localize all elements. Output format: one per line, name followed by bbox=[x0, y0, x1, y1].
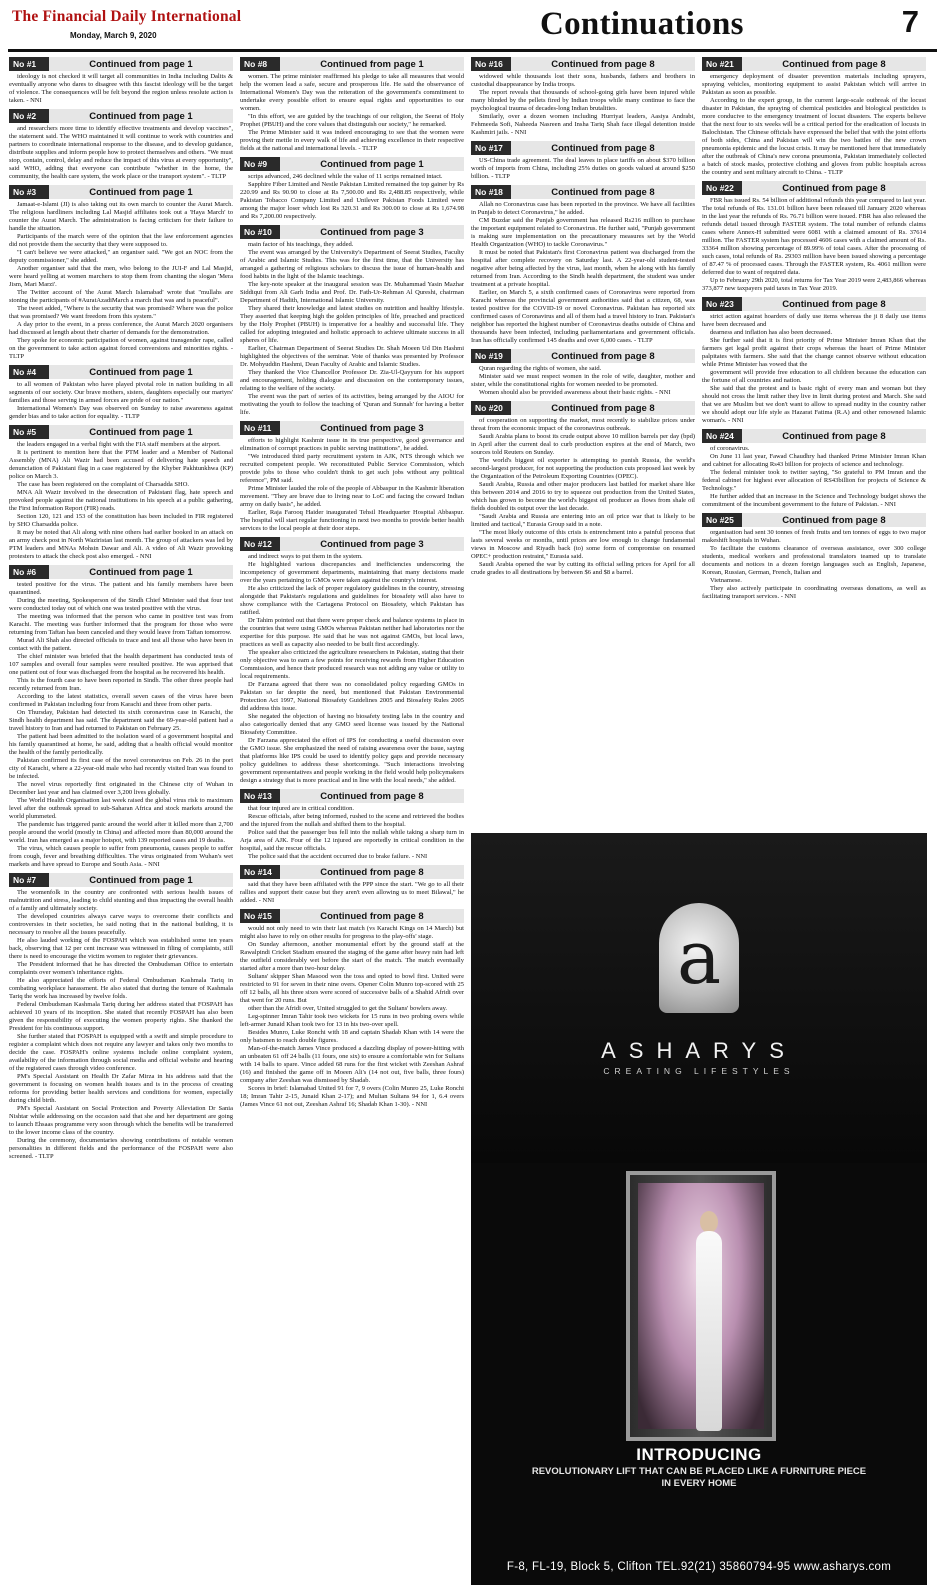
continuation-story bbox=[702, 57, 926, 177]
continuation-story bbox=[240, 57, 464, 153]
newspaper-name: The Financial Daily International bbox=[12, 8, 242, 25]
continuation-story bbox=[471, 57, 695, 137]
story-header bbox=[240, 157, 464, 171]
continuation-story bbox=[9, 425, 233, 561]
story-paragraph: "I can't believe we were attacked," an organiser said. "We got an NOC from the deputy commissioner," she added. bbox=[9, 249, 233, 264]
asharys-logo-icon bbox=[659, 903, 739, 1013]
story-body bbox=[471, 417, 695, 577]
column-3 bbox=[471, 57, 695, 827]
continuation-story bbox=[9, 109, 233, 181]
story-paragraph: Police said that the passenger bus fell into the nullah while taking a sharp turn in Arja area of AJK. Four of the 12 injured are reportedly in critical condition in the hospital, said the rescue officials. bbox=[240, 829, 464, 852]
continuation-story bbox=[702, 181, 926, 293]
story-header bbox=[471, 349, 695, 363]
story-paragraph: government will provide free education to all children because the education can the fortune of all countries and nation. bbox=[702, 369, 926, 384]
story-paragraph: According to the latest statistics, overall seven cases of the virus have been confirmed in Pakistan including four from Karachi and three from other parts. bbox=[9, 693, 233, 708]
story-paragraph: The patient had been admitted to the isolation ward of a government hospital and his family quarantined at home, he said, adding that a health official would monitor the health of the family periodically. bbox=[9, 733, 233, 756]
story-paragraph: The world's biggest oil exporter is attempting to punish Russia, the world's second-largest producer, for not supporting the production cuts proposed last week by the Organization of the Petroleum Exporting Countries (OPEC). bbox=[471, 457, 695, 480]
story-header bbox=[240, 421, 464, 435]
story-header bbox=[702, 181, 926, 195]
story-paragraph: and indirect ways to put them in the system. bbox=[248, 553, 363, 560]
story-paragraph: She further said that it is first priority of Prime Minister Imran Khan that the farmers get legal profit against their crops whereas the heart of Prime Minister palpitates with farmers. She said that the change cannot observe without education while Prime Minister has vowed that the bbox=[702, 337, 926, 368]
story-number-label: No #9 bbox=[240, 157, 280, 171]
continuation-story bbox=[471, 401, 695, 577]
story-number-label: No #12 bbox=[240, 537, 280, 551]
story-body bbox=[240, 553, 464, 785]
story-paragraph: strict action against hoarders of daily use items whereas the ji 8 daily use items have been decreased and bbox=[702, 313, 926, 328]
story-paragraph: of coronavirus. bbox=[710, 445, 750, 452]
ad-headline: INTRODUCING bbox=[636, 1445, 762, 1464]
story-number-label: No #14 bbox=[240, 865, 280, 879]
story-paragraph: to all women of Pakistan who have played pivotal role in nation building in all segments of our society. Our brave mothers, sisters, daughters especially our martyrs' families and those serving in armed forces are pride of our nation." bbox=[9, 381, 233, 404]
story-paragraph: Participants of the march were of the opinion that the law enforcement agencies did not provide them the security that they were supposed to. bbox=[9, 233, 233, 248]
story-paragraph: It may be noted that Ali along with nine others had earlier booked in an attack on an army check post in North Waziristan last month. The group of attackers was led by PTM leaders and MNAs Mohsin Dawar and Ali. A video of Ali Wazir provoking protesters to attack the check post also emerged. - NNI bbox=[9, 529, 233, 560]
story-paragraph: Jamaat-e-Islami (JI) is also taking out its own march to counter the Aurat March. The religious hardliners including Lal Masjid affiliates took out a 'Haya March' to counter the Aurat March. The administration is facing criticism for their failure to handle the situation. bbox=[9, 201, 233, 232]
ad-subline: REVOLUTIONARY LIFT THAT CAN BE PLACED LIKE A FURNITURE PIECE IN EVERY HOME bbox=[531, 1466, 867, 1489]
story-number-label: No #6 bbox=[9, 565, 49, 579]
story-header bbox=[471, 401, 695, 415]
story-paragraph: The novel virus reportedly first originated in the Chinese city of Wuhan in December last year and has claimed over 3,200 lives globally. bbox=[9, 781, 233, 796]
story-paragraph: She negated the objection of having no biosafety testing labs in the country and also categorically denied that any GMO seed license was issued by the National Biosafety Committee. bbox=[240, 713, 464, 736]
story-paragraph: The federal minister took to twitter saying, "So grateful to PM Imran and the federal cabinet for highest ever allocation of RS43billion for projects of Science & Technology." bbox=[702, 469, 926, 492]
story-paragraph: Besides Munro, Luke Ronchi with 18 and captain Shadab Khan with 14 were the only batsmen to reach double figures. bbox=[240, 1029, 464, 1044]
story-body bbox=[702, 445, 926, 509]
continued-from-label: Continued from page 8 bbox=[742, 429, 926, 443]
story-body bbox=[240, 925, 464, 1109]
story-number-label: No #23 bbox=[702, 297, 742, 311]
continued-from-label: Continued from page 1 bbox=[280, 157, 464, 171]
story-paragraph: Minister said we must respect women in the role of wife, daughter, mother and sister, while the constitutional rights for women needed to be promoted. bbox=[471, 373, 695, 388]
story-paragraph: tested positive for the virus. The patient and his family members have been quarantined. bbox=[9, 581, 233, 596]
story-paragraph: US-China trade agreement. The deal leaves in place tariffs on about $370 billion worth of imports from China, including 25% duties on goods valued at around $250 billion. - TLTP bbox=[471, 157, 695, 180]
story-number-label: No #20 bbox=[471, 401, 511, 415]
story-header bbox=[702, 513, 926, 527]
story-header bbox=[702, 297, 926, 311]
story-paragraph: "We introduced third party recruitment system in AJK, NTS through which we recruited competent people. We reconstituted Public Service Commission, which provide jobs to those who couldn't think to get such jobs without any political reference", PM said. bbox=[240, 453, 464, 484]
story-paragraph: Pakistan confirmed its first case of the novel coronavirus on Feb. 26 in the port city of Karachi, where a 22-year-old male who had recently visited Iran was found to be infected. bbox=[9, 757, 233, 780]
story-paragraph: Leg-spinner Imran Tahir took two wickets for 15 runs in two probing overs while left-armer Junaid Khan took two for 13 in his two-over spell. bbox=[240, 1013, 464, 1028]
story-paragraph: Dr Farzana appreciated the effort of IPS for conducting a useful discussion over the GMO issue. She emphasized the need of raising awareness over the issue, saying that platforms like IPS could be used to identify policy gaps and provide necessary policy guidelines to address these shortcomings. "Such interactions involving government representatives and people working in the field would help policymakers design a strategy that is more practical and in line with the local needs," she added. bbox=[240, 737, 464, 784]
continued-from-label: Continued from page 3 bbox=[280, 225, 464, 239]
story-paragraph: PM's Special Assistant on Health Dr Zafar Mirza in his address said that the government is focusing on women health issues and is in the process of creating reforms for providing better health services and conditions for women, especially during child birth. bbox=[9, 1073, 233, 1104]
story-paragraph: Earlier, Chairman Department of Seerat Studies Dr. Shah Moeen Ud Din Hashmi highlighted the objectives of the seminar. Vote of thanks was presented by Professor Dr. Mohyuddin Hashmi, Dean Faculty of Arabic and Islamic Studies. bbox=[240, 345, 464, 368]
story-paragraph: The speaker also criticized the agriculture researchers in Pakistan, stating that their only objective was to earn a few points for receiving rewards from Higher Education Commission, and hence their produced research was not adding any value or utility to local requirements. bbox=[240, 649, 464, 680]
story-number-label: No #18 bbox=[471, 185, 511, 199]
story-number-label: No #7 bbox=[9, 873, 49, 887]
story-number-label: No #10 bbox=[240, 225, 280, 239]
continuation-story bbox=[9, 185, 233, 361]
story-header bbox=[9, 425, 233, 439]
continuation-story bbox=[240, 157, 464, 221]
asharys-advertisement bbox=[471, 833, 927, 1585]
continued-from-label: Continued from page 8 bbox=[742, 513, 926, 527]
story-paragraph: Earlier, Raja Farooq Haider inaugurated Tehsil Headquarter Hospital Abbaspur. The hospital will start regular functioning in next two months to provide better health services to the local people at their door steps. bbox=[240, 509, 464, 532]
story-number-label: No #17 bbox=[471, 141, 511, 155]
story-paragraph: of cooperation on supporting the market, most recently to stabilize prices under threat from the economic impact of the coronavirus outbreak. bbox=[471, 417, 695, 432]
continuation-story bbox=[240, 225, 464, 417]
story-paragraph: Sapphire Fiber Limited and Nestle Pakistan Limited remained the top gainer by Rs 220.99 and Rs 90.90 to close at Rs 7,500.00 and Rs 2,488.85 respectively, while Pakistan Tobacco Company Limited and Unilever Pakistan Foods Limited were among the major loser which lost Rs 320.31 and Rs 300.00 to close at Rs 1,674.98 and Rs 7,200.00 respectively. bbox=[240, 181, 464, 220]
story-body bbox=[702, 529, 926, 601]
story-body bbox=[702, 73, 926, 177]
continuation-story bbox=[9, 57, 233, 105]
story-header bbox=[9, 873, 233, 887]
story-header bbox=[9, 109, 233, 123]
column-2 bbox=[240, 57, 464, 1587]
story-paragraph: The pandemic has triggered panic around the world after it killed more than 2,700 people around the world (mostly in China) and affected more than 80,000 around the world. Iran has emerged as a major hotspot, with 139 reported cases and 19 deaths. bbox=[9, 821, 233, 844]
continued-from-label: Continued from page 1 bbox=[49, 185, 233, 199]
story-paragraph: "In this effort, we are guided by the teachings of our religion, the Seerat of Holy Prophet (PBUH) and the core values that distinguish our society," he remarked. bbox=[240, 113, 464, 128]
continued-from-label: Continued from page 3 bbox=[280, 421, 464, 435]
story-paragraph: widowed while thousands lost their sons, husbands, fathers and brothers in custodial disappearance by India troops. bbox=[471, 73, 695, 88]
story-paragraph: "Saudi Arabia and Russia are entering into an oil price war that is likely to be limited and tactical," Eurasia Group said in a note. bbox=[471, 513, 695, 528]
continued-from-label: Continued from page 1 bbox=[49, 109, 233, 123]
story-paragraph: Dr Tahim pointed out that there were proper check and balance systems in place in the countries that were using GMOs whereas Pakistan neither had laboratories nor the expertise for this purpose. He said that he was not against GMOs, but local laws, practices as well as capacity also needed to be built first accordingly. bbox=[240, 617, 464, 648]
story-paragraph: International Women's Day was observed on Sunday to raise awareness against gender bias and to take action for equality. - TLTP bbox=[9, 405, 233, 420]
story-number-label: No #8 bbox=[240, 57, 280, 71]
story-paragraph: would not only need to win their last match (vs Karachi Kings on 14 March) but might also have to rely on other results for progress to the play-offs' stage. bbox=[240, 925, 464, 940]
continued-from-label: Continued from page 8 bbox=[742, 57, 926, 71]
story-body bbox=[9, 125, 233, 181]
story-paragraph: Earlier, on March 5, a sixth confirmed cases of Coronavirus were reported from Karachi whereas the provincial government authorities said that a citizen, 68, was tested positive for the COVID-19 or novel Coronavirus. Pakistan has reported six confirmed cases of Coronavirus and all of them had a travel history to Iran. Pakistan's neighbor has reported the highest number of Coronavirus deaths outside of China and thousands have been infected, including parliamentarians and government officials. Iran has officially confirmed 145 deaths and over 6,000 cases. - TLTP bbox=[471, 289, 695, 344]
story-paragraph: "The most likely outcome of this crisis is entrenchment into a painful process that lasts several weeks or months, until prices are low enough to change fundamental views in Moscow and Riyadh back (to) some form of compromise on resumed OPEC+ production restraint," Eurasia said. bbox=[471, 529, 695, 560]
story-body bbox=[9, 73, 233, 105]
continuation-story bbox=[702, 297, 926, 425]
continuation-story bbox=[240, 865, 464, 905]
story-paragraph: The virus, which causes people to suffer from pneumonia, causes people to suffer from cough, fever and breathing difficulties. The virus originated from Wuhan's wet markets and have spread to Europe and South Asia. - NNI bbox=[9, 845, 233, 868]
story-paragraph: The case has been registered on the complaint of Charsadda SHO. bbox=[17, 481, 190, 488]
story-paragraph: They also actively participate in coordinating overseas donations, as well as facilitating transport services. - NNI bbox=[702, 585, 926, 600]
story-number-label: No #3 bbox=[9, 185, 49, 199]
continued-from-label: Continued from page 8 bbox=[511, 401, 695, 415]
column-1 bbox=[9, 57, 233, 1587]
ad-contact-footer: F-8, FL-19, Block 5, Clifton TEL.92(21) 35860794-95 www.asharys.com bbox=[506, 1561, 892, 1573]
logo-letter: a bbox=[676, 915, 722, 1001]
story-paragraph: He highlighted various discrepancies and inefficiencies underscoring the incompetency of government departments, maintaining that many decisions made over the years pertaining to GMOs were taken against the country's interest. bbox=[240, 561, 464, 584]
story-body bbox=[9, 441, 233, 561]
story-paragraph: The police said that the accident occurred due to brake failure. - NNI bbox=[248, 853, 428, 860]
continuation-story bbox=[9, 365, 233, 421]
story-paragraph: The meeting was informed that the person who came in positive test was from Karachi. The meeting was further informed that the program for those who were returning from Taftan has been canceled and they would leave from Taftan tomorrow. bbox=[9, 613, 233, 636]
story-paragraph: They shared their knowledge and latest studies on nutrition and healthy lifestyle. They asserted that keeping high the golden principles of life, preached and practiced by the Holy Prophet (PBUH) is imperative for a healthy and successful life. They called for adopting integrated and holistic approach to achieve ultimate success in all spheres of life. bbox=[240, 305, 464, 344]
story-body bbox=[471, 365, 695, 397]
story-paragraph: other than the Afridi over, United struggled to get the Sultans' bowlers away. bbox=[248, 1005, 448, 1012]
story-paragraph: The womenfolk in the country are confronted with serious health issues of malnutrition and stress, leading to child stunting and thus impacting the overall health of a family and ultimately society. bbox=[9, 889, 233, 912]
story-header bbox=[9, 57, 233, 71]
story-paragraph: She further stated that FOSPAH is equipped with a swift and simple procedure to register a complaint which does not require any lawyer and takes only two months to decide the case. FOSPAH's online systems include online complaint system, availability of the information through social media and official website and hearing of the registered cases through video conference. bbox=[9, 1033, 233, 1072]
continued-from-label: Continued from page 1 bbox=[49, 425, 233, 439]
story-paragraph: The World Health Organisation last week raised the global virus risk to maximum level after the outbreak spread to sub-Saharan Africa and stock markets around the world plummeted. bbox=[9, 797, 233, 820]
story-paragraph: and researchers more time to identify effective treatments and develop vaccines", the statement said. The WHO maintained it will continue to work with countries and partners to coordinate international response to the disease, and to develop guidance, distribute supplies and inform people how to protect themselves and others. "We must stop, contain, control, delay and reduce the impact of this virus at every opportunity", said WHO, adding that everyone can contribute "whether in the home, the community, the health care system, the work place or the transport system". - TLTP bbox=[9, 125, 233, 180]
story-paragraph: Dr Farzana agreed that there was no consolidated policy regarding GMOs in Pakistan so far despite the need, but mentioned that Pakistan Environmental Protection Act 1997, National Biosafety Guidelines 2005 and Biosafety Rules 2005 did address this issue. bbox=[240, 681, 464, 712]
story-paragraph: PM's Special Assistant on Social Protection and Poverty Alleviation Dr Sania Nishtar while addressing on the occasion said that she and her department are going to launch Ehsaas programme very soon through which the benefits will be transferred to the lower income class of the country. bbox=[9, 1105, 233, 1136]
story-number-label: No #5 bbox=[9, 425, 49, 439]
story-paragraph: that four injured are in critical condition. bbox=[248, 805, 354, 812]
story-number-label: No #25 bbox=[702, 513, 742, 527]
story-header bbox=[471, 141, 695, 155]
story-header bbox=[240, 909, 464, 923]
story-paragraph: He also appreciated the efforts of Federal Ombudsman Kashmala Tariq in combating workplace harassment. He also stated that during the tenure of Kashmala Tariq the work has increased by twelve folds. bbox=[9, 977, 233, 1000]
story-paragraph: Saudi Arabia, Russia and other major producers last battled for market share like this between 2014 and 2016 to try to squeeze out production from the United States, which has grown to become the world's biggest oil producer as flows from shale oil fields doubled its output over the last decade. bbox=[471, 481, 695, 512]
story-paragraph: CM Buzdar said the Punjab government has released Rs216 million to purchase the important equipment related to Coronavirus. He further said, "Punjab government is making sure implementation on the precautionary measures set by the World Health Organization (WHO) to tackle Coronavirus." bbox=[471, 217, 695, 248]
continuation-story bbox=[240, 909, 464, 1109]
story-paragraph: Similarly, over a dozen women including Hurriyat leaders, Aasiya Andrabi, Fehmeeda Sofi, Naheeda Nasreen and Insha Tariq Shah face illegal detention inside Kashmiri jails. - NNI bbox=[471, 113, 695, 136]
story-paragraph: The tweet added, "Where is the security that was promised? Where was the police that was promised? We want freedom from this system." bbox=[9, 305, 233, 320]
story-paragraph: The Twitter account of 'the Aurat March Islamabad' wrote that "mullahs are stoning the participants of #AuratAzadiMarch a march that was and is peaceful". bbox=[9, 289, 233, 304]
story-paragraph: MNA Ali Wazir involved in the desecration of Pakistani flag, hate speech and provoked people against the national institutions in his speech at a public gathering, the First Information Report (FIR) reads. bbox=[9, 489, 233, 512]
story-paragraph: emergency deployment of disaster prevention materials including sprayers, spraying vehicles, monitoring equipment to assist Pakistan which will arrive in Pakistan as soon as possible. bbox=[702, 73, 926, 96]
story-paragraph: The developed countries always carve ways to overcome their conflicts and controversies in their societies, he said noting that in the national building, it is necessary to resolve all the issues peacefully. bbox=[9, 913, 233, 936]
story-paragraph: He further added that an increase in the Science and Technology budget shows the commitment of the incumbent government to the future of Pakistan. - NNI bbox=[702, 493, 926, 508]
continued-from-label: Continued from page 3 bbox=[280, 537, 464, 551]
story-paragraph: Section 120, 121 and 153 of the constitution has been included in FIR registered by SHO Charsadda police. bbox=[9, 513, 233, 528]
story-header bbox=[702, 57, 926, 71]
story-body bbox=[240, 881, 464, 905]
continuation-story bbox=[702, 513, 926, 601]
continuation-story bbox=[471, 141, 695, 181]
story-number-label: No #4 bbox=[9, 365, 49, 379]
lift-cabin-glow bbox=[638, 1183, 764, 1429]
continued-from-label: Continued from page 8 bbox=[511, 57, 695, 71]
story-paragraph: The Prime Minister said it was indeed encouraging to see that the women were proving their mettle in every walk of life and achieving excellence in their respective fields at the national and international levels. - TLTP bbox=[240, 129, 464, 152]
story-paragraph: FBR has issued Rs. 54 billion of additional refunds this year compared to last year. The total refunds of Rs. 131.01 billion have been released till January 2020 whereas in the last year the refunds of Rs. 76.71 billion were issued. FBR has also released the refunds detail issued through FASTER system. The total number of refunds claims cases where Annex-H submitted were 6081 with a claimed amount of Rs. 37614 million. The FASTER system has processed 4606 cases with a claimed amount of Rs. 33364 million showing percentage of 89.99% of total cases. After the processing of such cases, total refunds of Rs. 29303 million have been issued showing a percentage of 87.47 % of processed cases. Through the FASTER system, Rs. 4061 million were deferred due to want of required data. bbox=[702, 197, 926, 276]
story-paragraph: On June 11 last year, Fawad Chaudhry had thanked Prime Minister Imran Khan and cabinet for allocating Rs43 billion for projects of science and technology. bbox=[702, 453, 926, 468]
continued-from-label: Continued from page 8 bbox=[511, 185, 695, 199]
continuation-story bbox=[9, 565, 233, 869]
story-header bbox=[471, 185, 695, 199]
story-number-label: No #16 bbox=[471, 57, 511, 71]
story-paragraph: The event was arranged by the University's Department of Seerat Studies, Faculty of Arabic and Islamic Studies. This was for the first time, that the University has arranged a gathering of religious scholars to discuss the issue of human-health and food habits in the light of the Islamic teachings. bbox=[240, 249, 464, 280]
story-paragraph: Vietnamese. bbox=[710, 577, 742, 584]
continued-from-label: Continued from page 8 bbox=[511, 349, 695, 363]
story-paragraph: This is the fourth case to have been reported in Sindh. The other three people had recently returned from Iran. bbox=[9, 677, 233, 692]
story-body bbox=[240, 73, 464, 153]
story-number-label: No #19 bbox=[471, 349, 511, 363]
story-number-label: No #1 bbox=[9, 57, 49, 71]
story-body bbox=[471, 73, 695, 137]
story-paragraph: scrips advanced, 246 declined while the value of 11 scrips remained intact. bbox=[248, 173, 443, 180]
story-body bbox=[9, 581, 233, 869]
model-figure-head bbox=[700, 1211, 718, 1233]
story-paragraph: On Sunday afternoon, another monumental effort by the ground staff at the Rawalpindi Cricket Stadium ensured the staging of the game after heavy rain had left the outfield considerably wet before the start of the match. The match eventually started after a more than two-hour delay. bbox=[240, 941, 464, 972]
story-paragraph: He also criticized the lack of proper regulatory guidelines in the country, stressing alongside that Pakistan's regulations and guidelines for biosafety will also have to show compliance with the Cartagena Protocol on Biosafety, which Pakistan has ratified. bbox=[240, 585, 464, 616]
story-paragraph: dearness and inflation has also been decreased. bbox=[710, 329, 833, 336]
story-paragraph: During the ceremony, documentaries showing contributions of notable women personalities in different fields and the performance of the FOSPAH were also screened. - TLTP bbox=[9, 1137, 233, 1160]
story-paragraph: Women should also be provided awareness about their basic rights. - NNI bbox=[479, 389, 671, 396]
story-header bbox=[240, 865, 464, 879]
story-body bbox=[9, 381, 233, 421]
continuation-story bbox=[702, 429, 926, 509]
continued-from-label: Continued from page 1 bbox=[49, 873, 233, 887]
story-body bbox=[240, 173, 464, 221]
continuation-story bbox=[9, 873, 233, 1161]
page-number: 7 bbox=[901, 4, 919, 39]
story-paragraph: To facilitate the customs clearance of overseas assistance, over 300 college students, medical workers and professional translators teamed up to translate documents and notices in a dozen foreign languages such as English, Japanese, Korean, Russian, German, French, Italian and bbox=[702, 545, 926, 576]
story-body bbox=[471, 157, 695, 181]
issue-date: Monday, March 9, 2020 bbox=[70, 31, 157, 40]
story-paragraph: The key-note speaker at the inaugural session was Dr. Muhammad Yasin Mazhar Siddiqui from Ali Garh India and Prof. Dr. Fath-Ur-Rehman Al Qureshi, chairman Department of Hadith, International Islamic University. bbox=[240, 281, 464, 304]
story-header bbox=[471, 57, 695, 71]
story-body bbox=[9, 889, 233, 1161]
masthead-rule bbox=[8, 49, 937, 52]
story-paragraph: Another organiser said that the men, who belong to the JUI-F and Lal Masjid, were heard yelling at women marchers to stop them from chanting the slogan 'Mera Jism, Mari Marzi'. bbox=[9, 265, 233, 288]
story-paragraph: Murad Ali Shah also directed officials to trace and test all those who have been in contact with the patient. bbox=[9, 637, 233, 652]
story-header bbox=[702, 429, 926, 443]
story-paragraph: The report reveals that thousands of school-going girls have been injured while many blinded by the pellets fired by Indian troops while many continue to face the psychological trauma of decades-long Indian brutalities. bbox=[471, 89, 695, 112]
story-paragraph: the leaders engaged in a verbal fight with the FIA staff members at the airport. bbox=[17, 441, 221, 448]
ad-brand-name: ASHARYS bbox=[601, 1038, 797, 1063]
story-paragraph: Saudi Arabia opened the war by cutting its official selling prices for April for all crude grades to all destinations by between $6 and $8 a barrel. bbox=[471, 561, 695, 576]
story-paragraph: Saudi Arabia plans to boost its crude output above 10 million barrels per day (bpd) in April after the current deal to curb production expires at the end of March, two sources told Reuters on Sunday. bbox=[471, 433, 695, 456]
story-paragraph: It is pertinent to mention here that the PTM leader and a Member of National Assembly (MNA) Ali Wazir had been accused of delivering hate speech and denunciation of Pakistani flag in a case registered by the Khyber Pakhtunkhwa (KP) police on March 3. bbox=[9, 449, 233, 480]
continued-from-label: Continued from page 1 bbox=[49, 365, 233, 379]
story-body bbox=[702, 313, 926, 425]
continued-from-label: Continued from page 8 bbox=[280, 789, 464, 803]
story-header bbox=[240, 57, 464, 71]
story-paragraph: Sultans' skipper Shan Masood won the toss and opted to bowl first. United were restricted to 91 for seven in their nine overs. Opener Colin Munro top-scored with 25 off 12 balls, all his three sixes were scored of successive balls of a Shahid Afridi over that went for 20 runs. But bbox=[240, 973, 464, 1004]
story-body bbox=[9, 201, 233, 361]
story-body bbox=[240, 805, 464, 861]
continued-from-label: Continued from page 8 bbox=[742, 181, 926, 195]
story-paragraph: On Thursday, Pakistan had detected its sixth coronavirus case in Karachi, the Sindh health department has said. The department said the 69-year-old patient had a travel history to Iran and had returned to Pakistan on February 25. bbox=[9, 709, 233, 732]
story-paragraph: The event was the part of series of its activities, being arranged by the AIOU for motivating the youth to follow the teaching of 'Quran and Sunnah' for having a better life. bbox=[240, 393, 464, 416]
story-paragraph: efforts to highlight Kashmir issue in its true perspective, good governance and elimination of corrupt practices in public serving institutions", he added. bbox=[240, 437, 464, 452]
continuation-story bbox=[471, 349, 695, 397]
story-paragraph: The chief minister was briefed that the health department has conducted tests of 107 samples and overall four samples were resulted positive. He was apprised that one patient out of four was discharged from the hospital as he recovered his health. bbox=[9, 653, 233, 676]
story-number-label: No #21 bbox=[702, 57, 742, 71]
story-number-label: No #13 bbox=[240, 789, 280, 803]
story-number-label: No #2 bbox=[9, 109, 49, 123]
story-paragraph: According to the expert group, in the current large-scale outbreak of the locust disaster in Pakistan, the spraying of chemical pesticides and biological pesticides is more conducive to the emergency treatment of locust disasters. The experts believe that the next four to six weeks will be a critical period for the eradication of locusts in Balochistan. The Chinese officials have expressed the belief that with the joint efforts of both sides, China and Pakistan will win the two battles of the new crown pneumonia epidemic and the locust crisis. It may be mentioned here that immediately after the outbreak of China's new corona pneumonia, Pakistan immediately collected a batch of stock masks, protective clothing and gloves from public hospitals across the country and sent military aircraft to China. - TLTP bbox=[702, 97, 926, 176]
story-header bbox=[9, 185, 233, 199]
story-paragraph: main factor of his teachings, they added. bbox=[248, 241, 354, 248]
story-header bbox=[240, 789, 464, 803]
story-paragraph: He also lauded working of the FOSPAH which was established some ten years back, observing that 12 per cent increase was witnessed in filing of complaints, still there is need to encourage the victim women to register their grievances. bbox=[9, 937, 233, 960]
continued-from-label: Continued from page 1 bbox=[49, 565, 233, 579]
story-body bbox=[702, 197, 926, 293]
story-paragraph: A day prior to the event, in a press conference, the Aurat March 2020 organisers had discussed at length about their charter of demands for the demonstration. bbox=[9, 321, 233, 336]
continued-from-label: Continued from page 8 bbox=[280, 865, 464, 879]
lift-door-image bbox=[626, 1171, 776, 1441]
continued-from-label: Continued from page 1 bbox=[49, 57, 233, 71]
story-paragraph: The President informed that he has directed the Ombudsman Office to entertain complaints over women's inheritance rights. bbox=[9, 961, 233, 976]
story-paragraph: It must be noted that Pakistan's first Coronavirus patient was discharged from the hospital after complete recovery on Saturday last. A 22-year-old student-tested negative after being affected by the virus, last month, when he along with his family returned from Iran. According to the Sindh health department, the student was under treatment at a private hospital. bbox=[471, 249, 695, 288]
story-number-label: No #15 bbox=[240, 909, 280, 923]
story-paragraph: Rescue officials, after being informed, rushed to the scene and retrieved the bodies and the injured from the nullah and shifted them to the hospital. bbox=[240, 813, 464, 828]
column-4 bbox=[702, 57, 926, 827]
continued-from-label: Continued from page 8 bbox=[511, 141, 695, 155]
continued-from-label: Continued from page 8 bbox=[280, 909, 464, 923]
story-paragraph: She said that the protest and is basic right of every man and woman but they should not cross the limit rather they live in limit during protest and March. She said that we are Muslim but we don't want to allow to spread nudity in the country rather we should adopt our life style as Hazarat Fatima (R.A) and other renowned Islamic woman's. - NNI bbox=[702, 385, 926, 424]
story-paragraph: During the meeting, Spokesperson of the Sindh Chief Minister said that four test were conducted today out of which one was tested positive with the virus. bbox=[9, 597, 233, 612]
continuation-story bbox=[240, 789, 464, 861]
story-paragraph: Prime Minister lauded the role of the people of Abbaspur in the Kashmir liberation movement. "They are brave due to living near to LoC and facing the coward Indian army on daily basis", he added. bbox=[240, 485, 464, 508]
masthead bbox=[8, 4, 937, 48]
story-paragraph: Federal Ombudsman Kashmala Tariq during her address stated that FOSPAH has achieved 10 years of its inception. She stated that recently FOSPAH has also been given the responsibility of executing the women property rights. She thanked the President for his continuous support. bbox=[9, 1001, 233, 1032]
story-paragraph: Quran regarding the rights of women, she said. bbox=[479, 365, 602, 372]
story-paragraph: Scores in brief: Islamabad United 91 for 7, 9 overs (Colin Munro 25, Luke Ronchi 18; Imran Tahir 2-15, Junaid Khan 2-17); and Multan Sultans 94 for 1, 6.4 overs (James Vince 61 not out, Zeeshan Ashraf 16; Shadab Khan 1-30). - NNI bbox=[240, 1085, 464, 1108]
story-header bbox=[9, 365, 233, 379]
story-number-label: No #24 bbox=[702, 429, 742, 443]
story-paragraph: Up to February 29th 2020, total returns for Tax Year 2019 were 2,483,866 whereas 373,877 new taxpayers paid taxes in Tax Year 2019. bbox=[702, 277, 926, 292]
story-paragraph: They thanked the Vice Chancellor Professor Dr. Zia-Ul-Qayyum for his support and encouragement, holding dialogue and discussion on the contemporary issues, relating to the welfare of the society. bbox=[240, 369, 464, 392]
continued-from-label: Continued from page 8 bbox=[742, 297, 926, 311]
story-body bbox=[240, 241, 464, 417]
story-paragraph: They spoke for economic participation of women, against transgender rape, called on the government to take action against forced conversions and minorities rights. - TLTP bbox=[9, 337, 233, 360]
story-header bbox=[9, 565, 233, 579]
model-figure bbox=[696, 1231, 722, 1431]
story-paragraph: organisation had sent 30 tonnes of fresh fruits and ten tonnes of eggs to two major makeshift hospitals in Wuhan. bbox=[702, 529, 926, 544]
continuation-story bbox=[240, 421, 464, 533]
story-paragraph: women. The prime minister reaffirmed his pledge to take all measures that would help the women lead a safe, secure and prosperous life. He said the observance of International Women's Day was the reiteration of the government's commitment to undertake every possible effort to ensure equal rights and opportunities to our women. bbox=[240, 73, 464, 112]
section-title: Continuations bbox=[540, 6, 744, 42]
continued-from-label: Continued from page 1 bbox=[280, 57, 464, 71]
ad-tagline: CREATING LIFESTYLES bbox=[603, 1066, 795, 1076]
continuation-story bbox=[471, 185, 695, 345]
story-paragraph: ideology is not checked it will target all communities in India including Dalits & eventually anyone who dares to disagree with this fascist ideology will be the target of violence. The consequences will be felt beyond the region unless resolute action is taken. - NNI bbox=[9, 73, 233, 104]
story-body bbox=[471, 201, 695, 345]
continuation-story bbox=[240, 537, 464, 785]
story-header bbox=[240, 537, 464, 551]
story-body bbox=[240, 437, 464, 533]
story-header bbox=[240, 225, 464, 239]
story-paragraph: Allah no Coronavirus case has been reported in the province. We have all facilities in Punjab to detect Coronavirus," he added. bbox=[471, 201, 695, 216]
story-paragraph: Man-of-the-match James Vince produced a dazzling display of power-hitting with an unbeaten 61 off 24 balls (11 fours, one six) to ensure a comfortable win for Sultans with 14 balls to spare. Vince added 68 runs for the first wicket with Zeeshan Ashraf (16) and finished the game off in Moeen Ali's (14 not out, five balls, three fours) company after Zeeshan was dismissed by Shadab. bbox=[240, 1045, 464, 1084]
story-number-label: No #22 bbox=[702, 181, 742, 195]
story-paragraph: said that they have been affiliated with the PPP since the start. "We go to all their rallies and support their cause but they aren't even allowing us to meet Bilawal," he added. - NNI bbox=[240, 881, 464, 904]
story-number-label: No #11 bbox=[240, 421, 280, 435]
